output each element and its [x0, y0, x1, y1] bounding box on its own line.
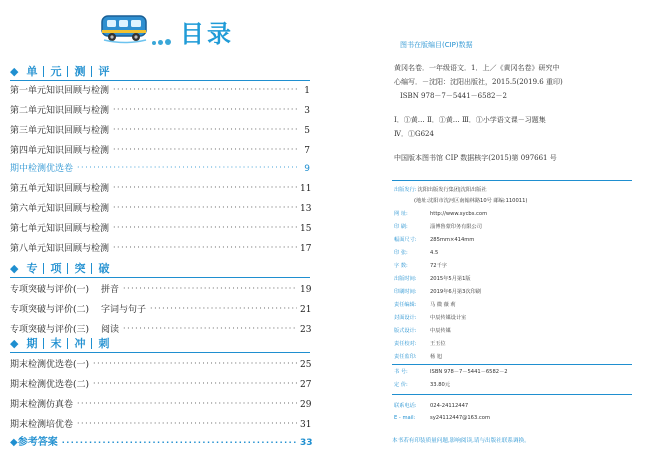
imprint-page — [322, 0, 645, 466]
toc-entry[interactable]: 专项突破与评价(二) 字词与句子 ····· 21 — [10, 301, 310, 315]
imprint-printer: 印 刷: 淄博鲁蒙印务有限公司 — [394, 224, 482, 230]
imprint-sheets: 印 张: 4.5 — [394, 250, 439, 256]
diamond-icon: ◆ — [10, 65, 19, 78]
bus-icon — [100, 12, 150, 44]
cip-line: 黄冈名卷．一年级语文．1．上／《黄冈名卷》研究中 — [394, 64, 560, 72]
section-final: ◆ 期 末 冲 刺 — [10, 337, 110, 350]
toc-entry[interactable]: 第六单元知识回顾与检测 ····· 13 — [10, 200, 310, 214]
section-divider — [10, 352, 310, 353]
cip-line: 心编写．－沈阳：沈阳出版社，2015.5(2019.6 重印) — [394, 78, 563, 86]
imprint-supervise: 责任监印: 杨 旭 — [394, 354, 443, 360]
cip-line: Ⅳ．①G624 — [394, 130, 434, 138]
cip-record: 中国版本图书馆 CIP 数据核字(2015)第 097661 号 — [394, 154, 557, 162]
imprint-phone: 联系电话: 024-24112447 — [394, 403, 469, 409]
cip-isbn: ISBN 978－7－5441－6582－2 — [400, 92, 507, 100]
toc-title: 目录 — [180, 20, 234, 48]
imprint-pub-date: 出版时间: 2015年5月第1版 — [394, 276, 471, 282]
diamond-icon: ◆ — [10, 262, 19, 275]
cip-line: Ⅰ．①黄… Ⅱ．①黄… Ⅲ．①小学语文课－习题集 — [394, 116, 546, 124]
imprint-layout: 版式设计: 中辰传媒 — [394, 328, 451, 334]
imprint-price: 定 价: 33.80元 — [394, 382, 451, 388]
toc-entry[interactable]: 第八单元知识回顾与检测 ····· 17 — [10, 240, 310, 254]
toc-entry[interactable]: 专项突破与评价(一) 拼音 ····· 19 — [10, 281, 310, 295]
toc-entry[interactable]: 期末检测优选卷(二) ····· 27 — [10, 376, 310, 390]
imprint-size: 幅面尺寸: 285mm×414mm — [394, 237, 475, 243]
toc-entry[interactable]: 第四单元知识回顾与检测 ····· 7 — [10, 142, 310, 156]
imprint-cover: 封面设计: 中辰传媒设计室 — [394, 315, 467, 321]
diamond-icon: ◆ — [10, 437, 18, 448]
cip-title: 图书在版编目(CIP)数据 — [400, 41, 473, 49]
imprint-email[interactable]: E - mail: sy24112447@163.com — [394, 415, 490, 421]
imprint-publisher: 出版发行:沈阳出版发行集团|沈阳出版社 — [394, 187, 487, 193]
toc-entry[interactable]: 专项突破与评价(三) 阅读 ····· 23 — [10, 321, 310, 335]
toc-entry[interactable]: 第五单元知识回顾与检测 ····· 11 — [10, 180, 310, 194]
imprint-proof: 责任校对: 王玉位 — [394, 341, 446, 347]
section-divider — [10, 277, 310, 278]
toc-entry-answers[interactable]: ◆参考答案 ····· 33 — [10, 434, 310, 448]
decorative-dots — [152, 30, 173, 49]
toc-header — [100, 8, 240, 48]
diamond-icon: ◆ — [10, 337, 19, 350]
toc-entry[interactable]: 第三单元知识回顾与检测 ····· 5 — [10, 122, 310, 136]
imprint-print-date: 印刷时间: 2019年6月第3次印刷 — [394, 289, 481, 295]
toc-page — [0, 0, 322, 466]
imprint-address: (地址:沈阳市沈河区南翰林路10号 邮编:110011) — [414, 198, 528, 204]
divider — [392, 180, 632, 181]
toc-entry[interactable]: 期末检测仿真卷 ····· 29 — [10, 396, 310, 410]
imprint-notice: 本书若有印装质量问题,影响阅读,请与出版社联系调换。 — [392, 438, 530, 444]
toc-entry[interactable]: 第七单元知识回顾与检测 ····· 15 — [10, 220, 310, 234]
imprint-website: 网 址: http://www.sycbs.com — [394, 211, 488, 217]
toc-entry[interactable]: 第二单元知识回顾与检测 ····· 3 — [10, 102, 310, 116]
imprint-words: 字 数: 72千字 — [394, 263, 447, 269]
section-special: ◆ 专 项 突 破 — [10, 262, 110, 275]
section-divider — [10, 80, 310, 81]
toc-entry[interactable]: 期末检测优选卷(一) ····· 25 — [10, 356, 310, 370]
divider — [392, 364, 632, 365]
section-unit-test: ◆ 单 元 测 评 — [10, 65, 110, 78]
imprint-isbn: 书 号: ISBN 978－7－5441－6582－2 — [394, 369, 508, 375]
toc-entry-midterm[interactable]: 期中检测优选卷 ····· 9 — [10, 160, 310, 174]
divider — [392, 394, 632, 395]
toc-entry[interactable]: 期末检测培优卷 ····· 31 — [10, 416, 310, 430]
imprint-editor: 责任编辑: 马 微 薇 莉 — [394, 302, 456, 308]
toc-entry[interactable]: 第一单元知识回顾与检测 ····· 1 — [10, 82, 310, 96]
